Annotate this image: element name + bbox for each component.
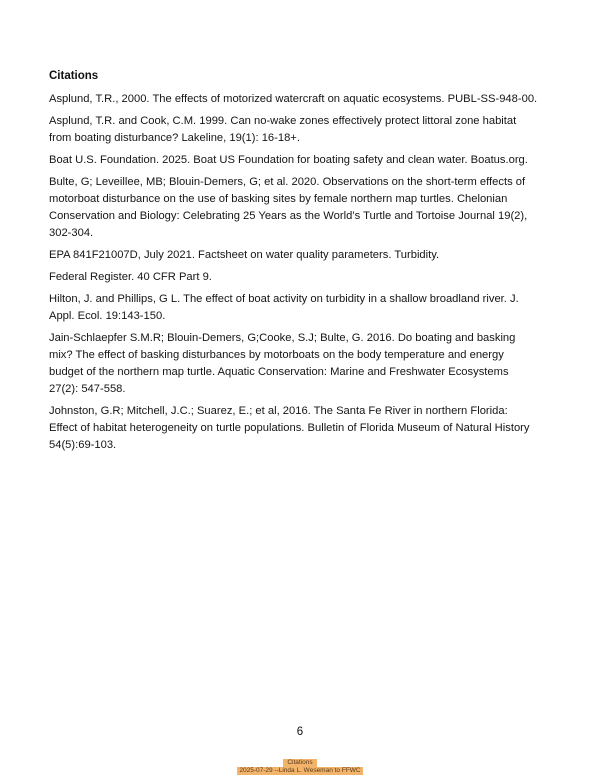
reference-item: Jain-Schlaepfer S.M.R; Blouin-Demers, G;Cooke, S.J; Bulte, G. 2016. Do boating and basking mix? The effect of basking disturbances by motorboats on the body temperature and energy budget of the northern map turtle. Aquatic Conservation: Marine and Freshwater Ecosystems 27(2): 547-558.: [49, 332, 516, 395]
reference-item: Johnston, G.R; Mitchell, J.C.; Suarez, E.; et al, 2016. The Santa Fe River in northern Florida: Effect of habitat heterogeneity on turtle populations. Bulletin of Florida Museum of Natural History 54(5):69-103.: [49, 405, 530, 451]
document-stamp: [0, 759, 600, 775]
reference-item: Asplund, T.R. and Cook, C.M. 1999. Can no-wake zones effectively protect littoral zone habitat from boating disturbance? Lakeline, 19(1): 16-18+.: [49, 115, 517, 144]
reference-item: Asplund, T.R., 2000. The effects of motorized watercraft on aquatic ecosystems. PUBL-SS-948-00.: [49, 93, 538, 105]
reference-item: Bulte, G; Leveillee, MB; Blouin-Demers, G; et al. 2020. Observations on the short-term effects of motorboat disturbance on the use of basking sites by female northern map turtles. Chelonian Conservation and Biology: Celebrating 25 Years as the World’s Turtle and Tortoise Journal 19(2), 302-304.: [49, 176, 528, 239]
reference-item: Hilton, J. and Phillips, G L. The effect of boat activity on turbidity in a shallow broadland river. J. Appl. Ecol. 19:143-150.: [49, 293, 519, 322]
reference-item: Boat U.S. Foundation. 2025. Boat US Foundation for boating safety and clean water. Boatus.org.: [49, 154, 528, 166]
reference-item: Federal Register. 40 CFR Part 9.: [49, 271, 212, 283]
stamp-title-text: Citations: [287, 759, 313, 766]
page-number: 6: [296, 726, 304, 738]
reference-item: EPA 841F21007D, July 2021. Factsheet on water quality parameters. Turbidity.: [49, 249, 440, 261]
stamp-title: [283, 759, 316, 767]
citations-section: [49, 68, 539, 459]
stamp-submission-text: 2025-07-29 --Linda L. Weseman to FFWC: [239, 767, 361, 774]
citations-heading: Citations: [49, 70, 99, 82]
